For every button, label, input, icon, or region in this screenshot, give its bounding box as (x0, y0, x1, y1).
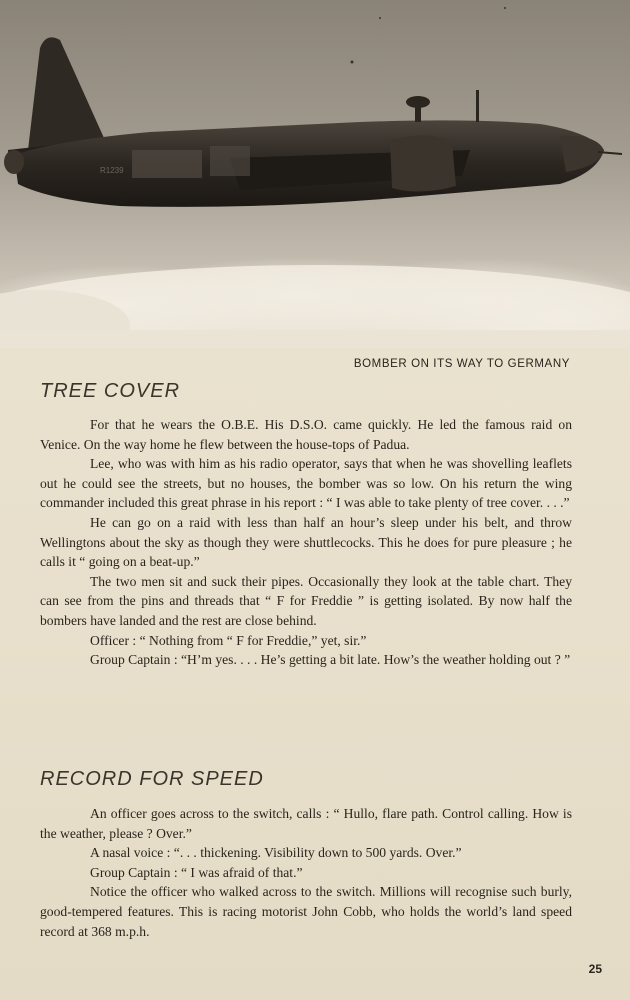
paragraph: An officer goes across to the switch, calls : “ Hullo, flare path. Control calling. How is the weather, please ? Over.” (40, 806, 572, 841)
paragraph: A nasal voice : “. . . thickening. Visibility down to 500 yards. Over.” (90, 845, 462, 861)
section-heading-tree-cover: TREE COVER (40, 380, 181, 402)
paragraph: Lee, who was with him as his radio operator, says that when he was shovelling leaflets out he could see the streets, but no houses, the bomber was so low. On his return the wing commander included this great phrase in his report : “ I was able to take plenty of tree cover. . . .” (40, 456, 572, 511)
paragraph: Group Captain : “H’m yes. . . . He’s getting a bit late. How’s the weather holding out ? ” (90, 652, 571, 668)
photo-caption: BOMBER ON ITS WAY TO GERMANY (353, 358, 570, 370)
section-tree-cover (40, 415, 572, 670)
paragraph: Officer : “ Nothing from “ F for Freddie,” yet, sir.” (90, 632, 367, 648)
page-number: 25 (588, 962, 602, 976)
aircraft-marking: R1239 (100, 166, 124, 175)
section-record-for-speed (40, 804, 572, 941)
section-heading-record-for-speed: RECORD FOR SPEED (40, 768, 264, 790)
paragraph: Group Captain : “ I was afraid of that.” (90, 864, 303, 880)
paragraph: He can go on a raid with less than half an hour’s sleep under his belt, and throw Wellingtons about the sky as though they were shuttlecocks. This he does for pure pleasure ; he calls it “ going on a beat-up.” (40, 514, 572, 570)
bomber-photo (0, 0, 630, 348)
paragraph: The two men sit and suck their pipes. Occasionally they look at the table chart. They can see from the pins and threads that “ F for Freddie ” is getting isolated. By now half the bombers have landed and the rest are close behind. (40, 573, 572, 628)
paragraph: For that he wears the O.B.E. His D.S.O. came quickly. He led the famous raid on Venice. On the way home he flew between the house-tops of Padua. (40, 417, 572, 452)
paragraph: Notice the officer who walked across to the switch. Millions will recognise such burly, good-tempered features. This is racing motorist John Cobb, who holds the world’s land speed record at 368 m.p.h. (40, 884, 572, 939)
